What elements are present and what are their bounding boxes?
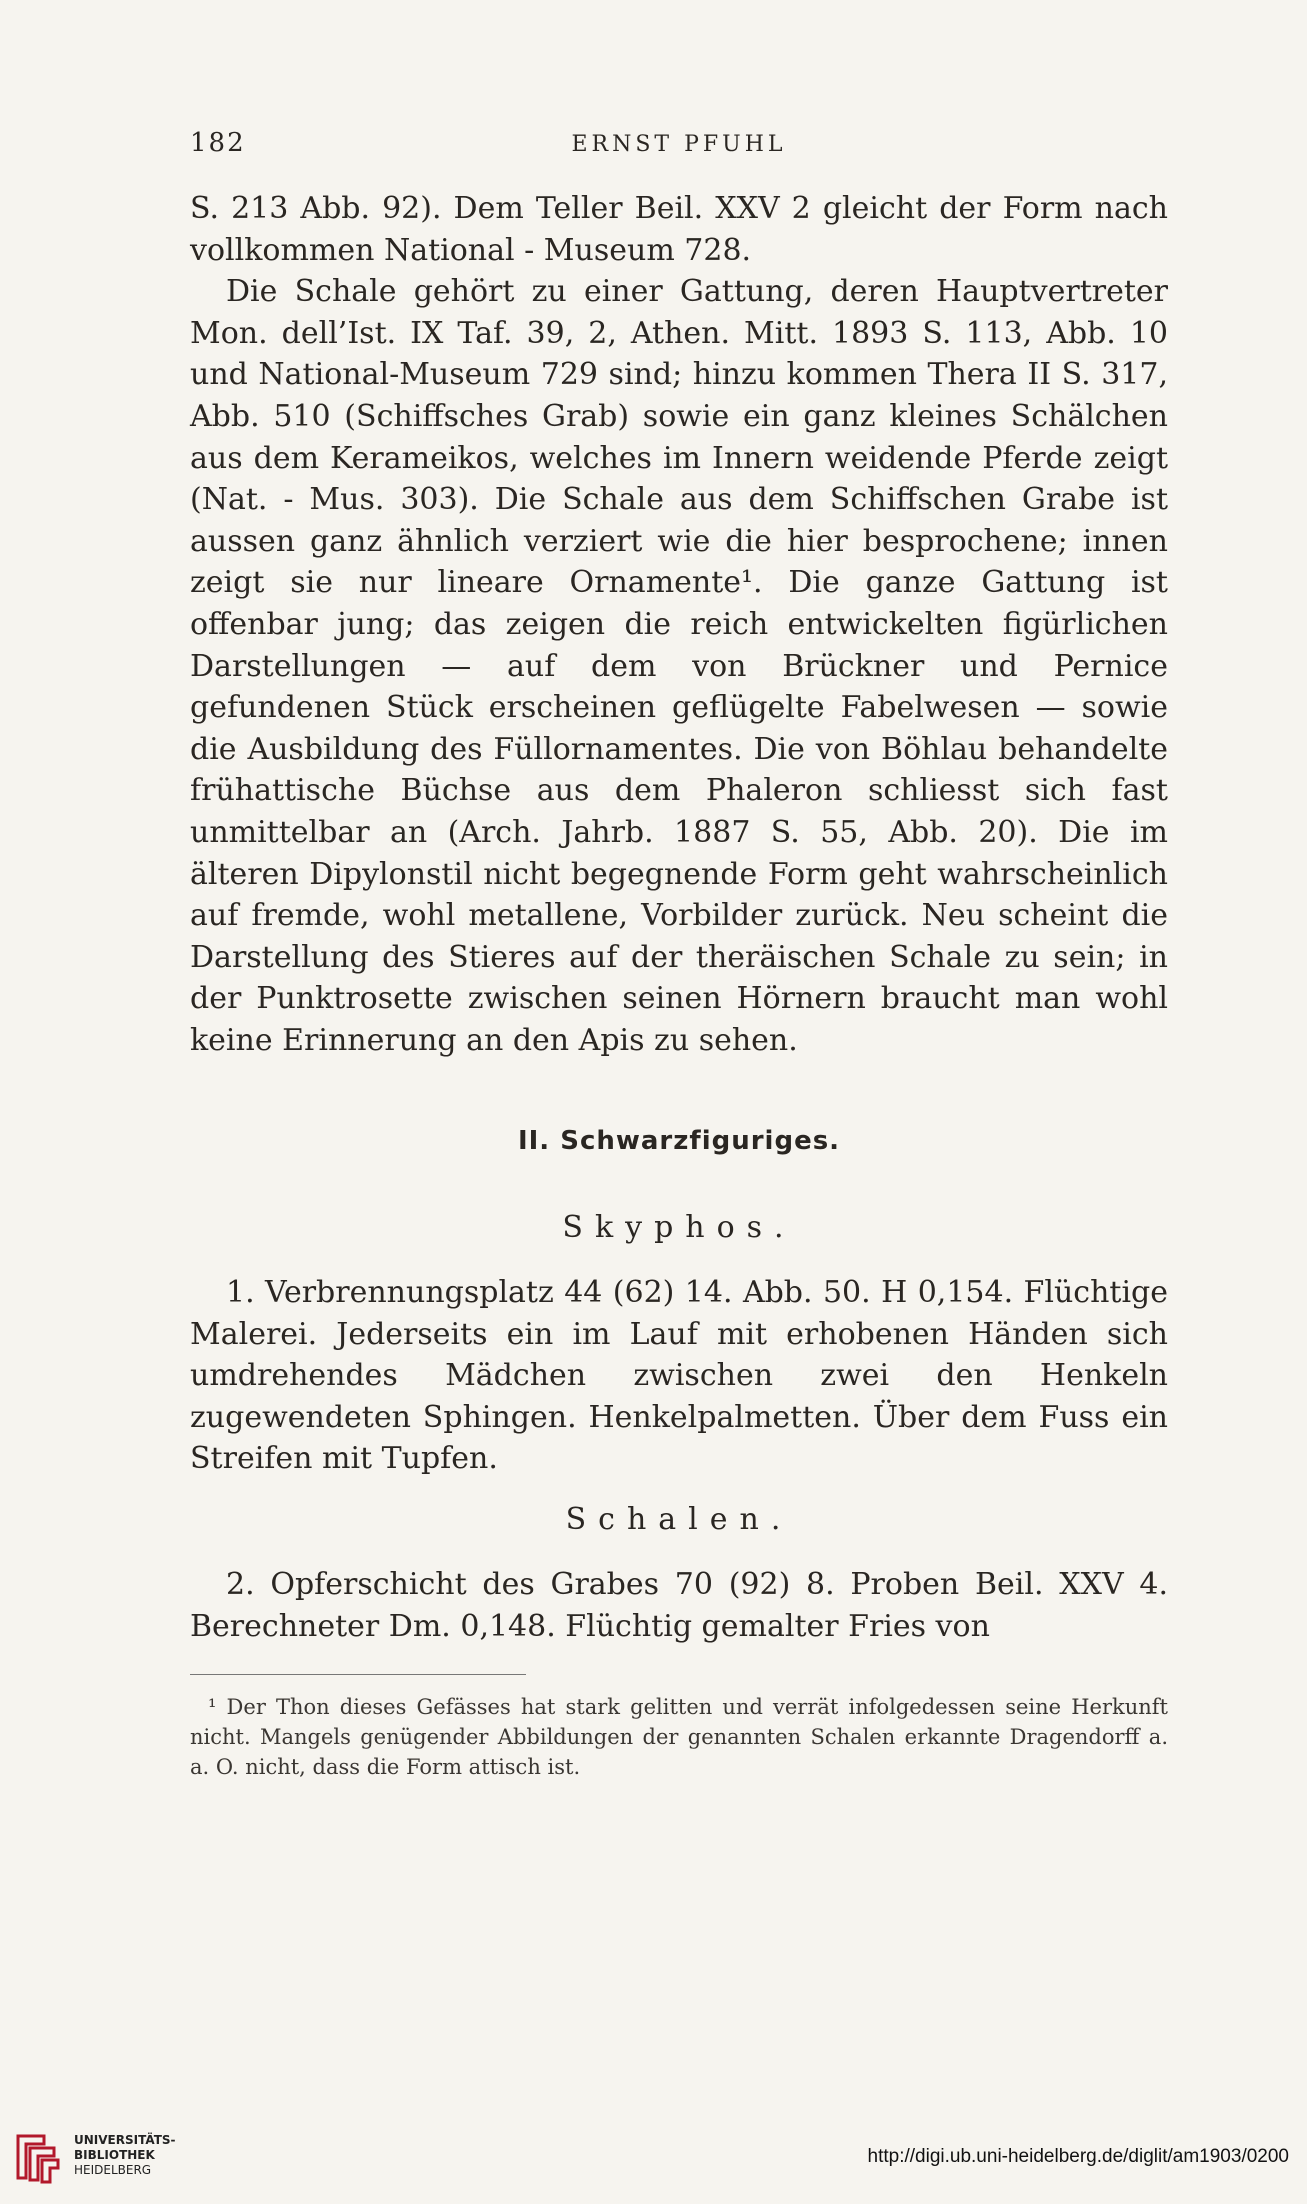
- subhead-skyphos: Skyphos.: [562, 1210, 796, 1245]
- main-text: [190, 188, 1168, 1061]
- footnote-text: ¹ Der Thon dieses Gefässes hat stark gelitten und verrät infolgedessen seine Herkunft nicht. Mangels genügender Abbildungen der genannten Schalen erkannte Dragendorff a. a. O. nicht, dass die Form attisch ist.: [190, 1695, 1168, 1779]
- entry-2-text: 2. Opferschicht des Grabes 70 (92) 8. Proben Beil. XXV 4. Berechneter Dm. 0,148. Flüchtig gemalter Fries von: [190, 1567, 1168, 1644]
- library-line-2: BIBLIOTHEK: [74, 2148, 155, 2162]
- library-name: [74, 2133, 176, 2178]
- page-header: [190, 128, 1168, 168]
- section-title: II. Schwarzfiguriges.: [517, 1126, 841, 1156]
- paragraph-2: Die Schale gehört zu einer Gattung, deren Hauptvertreter Mon. dell’Ist. IX Taf. 39, 2, Athen. Mitt. 1893 S. 113, Abb. 10 und National-Museum 729 sind; hinzu kommen Thera II S. 317, Abb. 510 (Schiffsches Grab) sowie ein ganz kleines Schälchen aus dem Kerameikos, welches im Innern weidende Pferde zeigt (Nat. - Mus. 303). Die Schale aus dem Schiffschen Grabe ist aussen ganz ähnlich verziert wie die hier besprochene; innen zeigt sie nur lineare Ornamente¹. Die ganze Gattung ist offenbar jung; das zeigen die reich entwickelten figürlichen Darstellungen — auf dem von Brückner und Pernice gefundenen Stück erscheinen geflügelte Fabelwesen — sowie die Ausbildung des Füllornamentes. Die von Böhlau behandelte frühattische Büchse aus dem Phaleron schliesst sich fast unmittelbar an (Arch. Jahrb. 1887 S. 55, Abb. 20). Die im älteren Dipylonstil nicht begegnende Form geht wahrscheinlich auf fremde, wohl metallene, Vorbilder zurück. Neu scheint die Darstellung des Stieres auf der theräischen Schale zu sein; in der Punktrosette zwischen seinen Hörnern braucht man wohl keine Erinnerung an den Apis zu sehen.: [190, 274, 1168, 1058]
- library-line-1: UNIVERSITÄTS-: [74, 2133, 176, 2147]
- entry-1-text: 1. Verbrennungsplatz 44 (62) 14. Abb. 50. H 0,154. Flüchtige Malerei. Jederseits ein im Lauf mit erhobenen Händen sich umdrehendes Mädchen zwischen zwei den Henkeln zugewendeten Sphingen. Henkelpalmetten. Über dem Fuss ein Streifen mit Tupfen.: [190, 1275, 1168, 1477]
- entry-1: [190, 1272, 1168, 1480]
- footnote-rule: [190, 1674, 526, 1675]
- page-number: 182: [190, 128, 246, 158]
- subhead-schalen: Schalen.: [565, 1502, 793, 1537]
- library-logo-icon: [14, 2130, 60, 2184]
- footnote: [190, 1692, 1168, 1782]
- library-line-3: HEIDELBERG: [74, 2163, 152, 2177]
- running-head: ERNST PFUHL: [571, 132, 787, 157]
- paragraph-1: S. 213 Abb. 92). Dem Teller Beil. XXV 2 gleicht der Form nach vollkommen National - Museum 728.: [190, 191, 1168, 268]
- entry-2: [190, 1564, 1168, 1647]
- source-url[interactable]: http://digi.ub.uni-heidelberg.de/diglit/am1903/0200: [867, 2146, 1289, 2167]
